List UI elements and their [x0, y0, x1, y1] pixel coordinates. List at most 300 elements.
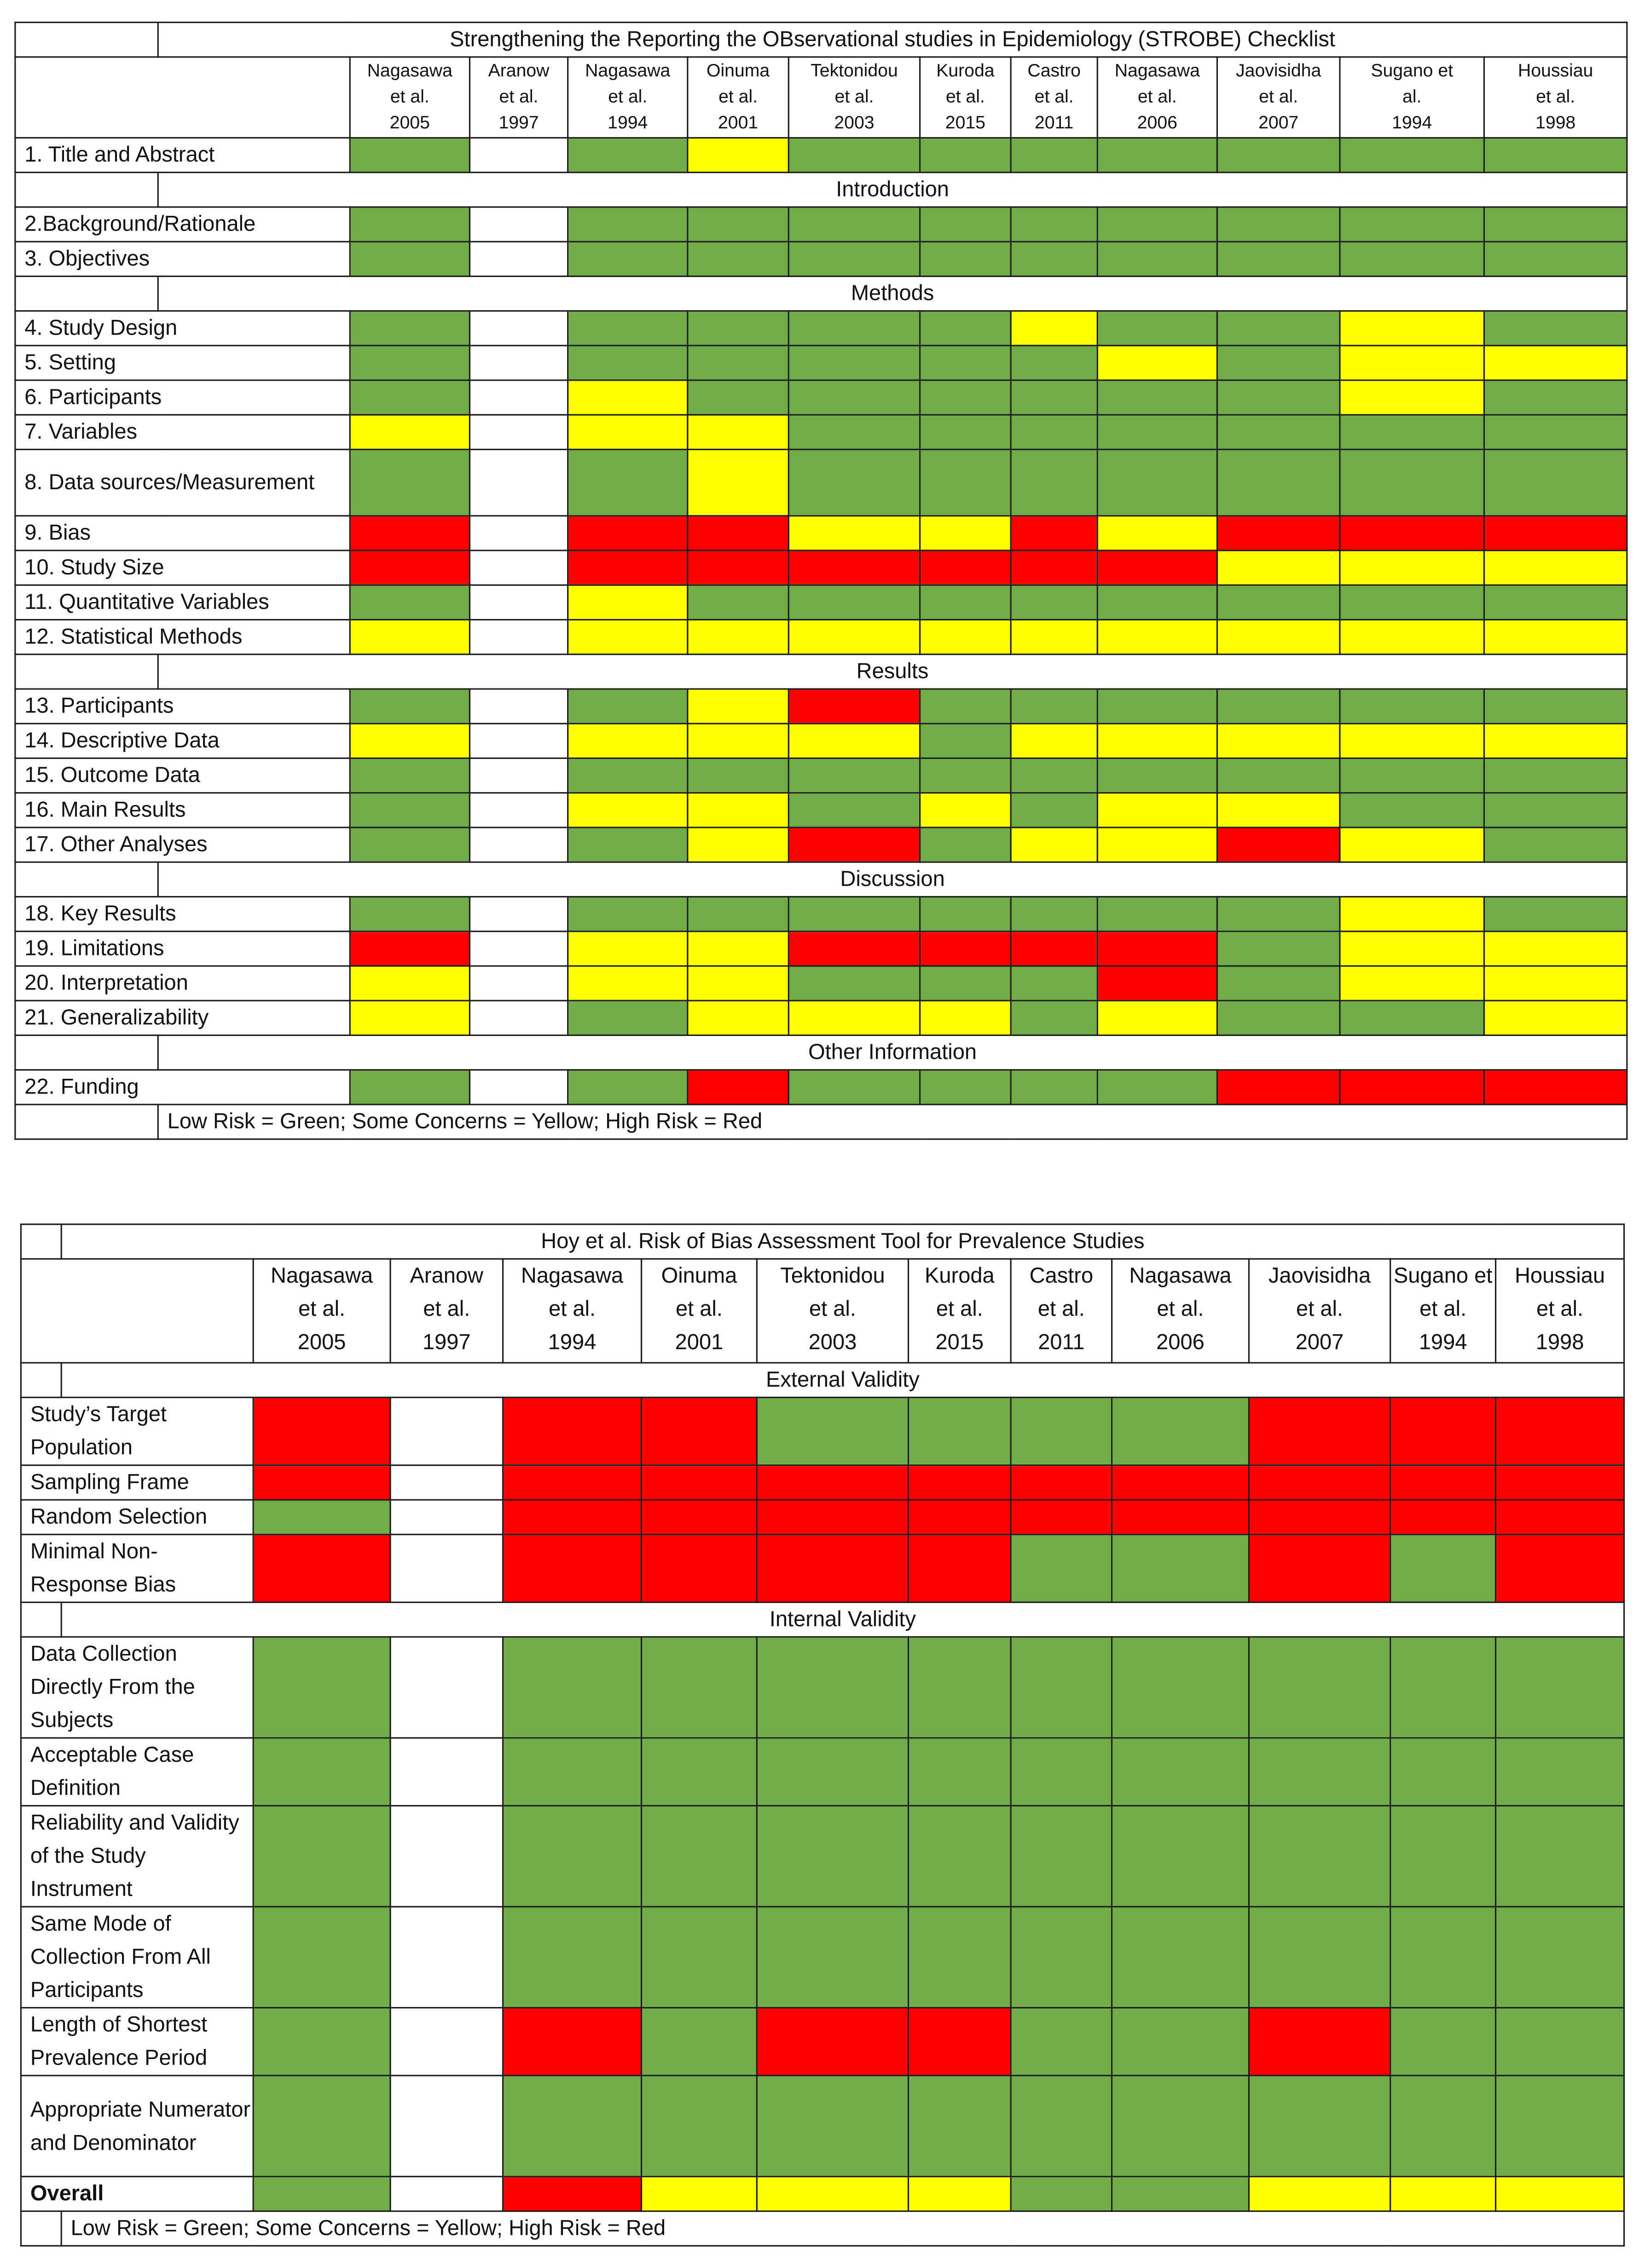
risk-cell-some-concerns: [1340, 620, 1484, 654]
risk-cell-high: [1390, 1465, 1496, 1500]
study-header: Nagasawa et al. 2006: [1112, 1259, 1249, 1363]
risk-cell-low: [568, 1001, 688, 1035]
risk-cell-low: [920, 415, 1011, 449]
risk-cell-low: [1011, 689, 1097, 723]
risk-cell-low: [909, 1907, 1011, 2008]
risk-cell-low: [1112, 2008, 1249, 2075]
row-label: 11. Quantitative Variables: [15, 585, 350, 619]
risk-cell-some-concerns: [788, 723, 920, 758]
risk-cell-high: [1097, 966, 1217, 1001]
risk-cell-low: [568, 758, 688, 793]
assessment-row: [21, 1738, 1624, 1805]
risk-cell-low: [1112, 1534, 1249, 1602]
risk-cell-some-concerns: [350, 966, 469, 1001]
risk-cell-low: [1340, 450, 1484, 516]
risk-cell-low: [920, 585, 1011, 619]
risk-cell-low: [757, 1397, 908, 1465]
study-header-row: [21, 1259, 1624, 1363]
risk-cell-some-concerns: [350, 723, 469, 758]
risk-cell-low: [1097, 450, 1217, 516]
strobe-title: Strengthening the Reporting the OBservational studies in Epidemiology (STROBE) Checklist: [158, 23, 1627, 57]
risk-cell-low: [1217, 966, 1339, 1001]
risk-cell-some-concerns: [1011, 620, 1097, 654]
risk-cell-low: [1011, 897, 1097, 931]
risk-cell-low: [1484, 793, 1627, 827]
risk-cell-low: [568, 450, 688, 516]
risk-cell-not-assessed: [469, 793, 568, 827]
legend-row: [21, 2211, 1624, 2246]
corner-cell: [15, 23, 158, 57]
risk-cell-low: [920, 723, 1011, 758]
risk-cell-low: [1390, 1907, 1496, 2008]
assessment-row: [15, 346, 1627, 380]
risk-cell-some-concerns: [688, 932, 788, 966]
assessment-row: [15, 550, 1627, 585]
risk-cell-low: [253, 1738, 390, 1805]
risk-cell-low: [1484, 827, 1627, 862]
risk-cell-low: [568, 689, 688, 723]
risk-cell-low: [1390, 1738, 1496, 1805]
risk-cell-low: [788, 242, 920, 276]
risk-cell-low: [920, 1070, 1011, 1105]
row-label: Random Selection: [21, 1500, 253, 1534]
risk-cell-high: [788, 827, 920, 862]
risk-cell-high: [253, 1534, 390, 1602]
assessment-row: [15, 689, 1627, 723]
risk-cell-some-concerns: [642, 2176, 757, 2211]
risk-cell-low: [1496, 2008, 1624, 2075]
header-blank: [21, 1259, 253, 1363]
risk-cell-low: [350, 450, 469, 516]
section-spacer: [21, 1603, 61, 1637]
risk-cell-high: [1496, 1397, 1624, 1465]
risk-cell-some-concerns: [1097, 346, 1217, 380]
study-header: Tektonidou et al. 2003: [788, 57, 920, 138]
risk-cell-low: [1484, 897, 1627, 931]
risk-cell-high: [1484, 516, 1627, 550]
risk-cell-low: [1097, 415, 1217, 449]
risk-cell-high: [1011, 932, 1097, 966]
risk-cell-not-assessed: [469, 516, 568, 550]
assessment-row: [15, 450, 1627, 516]
risk-cell-some-concerns: [1484, 1001, 1627, 1035]
risk-cell-some-concerns: [1340, 897, 1484, 931]
risk-cell-low: [1011, 380, 1097, 415]
risk-cell-low: [350, 689, 469, 723]
risk-cell-high: [1496, 1500, 1624, 1534]
risk-cell-high: [350, 550, 469, 585]
risk-cell-high: [757, 1500, 908, 1534]
row-label: 21. Generalizability: [15, 1001, 350, 1035]
risk-cell-low: [1340, 585, 1484, 619]
risk-cell-low: [1112, 1907, 1249, 2008]
risk-cell-high: [568, 550, 688, 585]
risk-cell-low: [1217, 311, 1339, 346]
row-label: 12. Statistical Methods: [15, 620, 350, 654]
risk-cell-high: [1011, 550, 1097, 585]
risk-cell-high: [1496, 1465, 1624, 1500]
row-label: Data Collection Directly From the Subjects: [21, 1637, 253, 1738]
risk-cell-high: [503, 1465, 642, 1500]
strobe-table: [14, 22, 1628, 1140]
risk-cell-low: [1484, 242, 1627, 276]
risk-cell-high: [1249, 2008, 1390, 2075]
risk-cell-not-assessed: [469, 380, 568, 415]
risk-cell-low: [503, 1907, 642, 2008]
section-title-internal: Internal Validity: [61, 1603, 1624, 1637]
risk-cell-low: [1011, 207, 1097, 242]
risk-cell-low: [350, 897, 469, 931]
risk-cell-low: [1249, 1907, 1390, 2008]
study-header: Tektonidou et al. 2003: [757, 1259, 908, 1363]
assessment-row: [15, 897, 1627, 931]
risk-cell-low: [350, 207, 469, 242]
risk-cell-low: [1217, 758, 1339, 793]
risk-cell-not-assessed: [469, 932, 568, 966]
assessment-row: [15, 758, 1627, 793]
row-label: 10. Study Size: [15, 550, 350, 585]
risk-cell-some-concerns: [568, 793, 688, 827]
risk-cell-low: [568, 1070, 688, 1105]
risk-cell-some-concerns: [1340, 380, 1484, 415]
study-header: Aranow et al. 1997: [469, 57, 568, 138]
risk-cell-low: [1112, 2176, 1249, 2211]
risk-cell-not-assessed: [469, 1001, 568, 1035]
row-label: 8. Data sources/Measurement: [15, 450, 350, 516]
risk-cell-some-concerns: [1340, 966, 1484, 1001]
risk-cell-some-concerns: [1217, 550, 1339, 585]
risk-cell-low: [642, 1806, 757, 1907]
risk-cell-low: [642, 1637, 757, 1738]
risk-cell-low: [568, 138, 688, 172]
risk-cell-some-concerns: [1011, 311, 1097, 346]
row-label: Acceptable Case Definition: [21, 1738, 253, 1805]
risk-cell-low: [909, 1738, 1011, 1805]
risk-cell-some-concerns: [909, 2176, 1011, 2211]
risk-cell-high: [688, 1070, 788, 1105]
section-title-discussion: Discussion: [158, 862, 1627, 897]
risk-cell-not-assessed: [469, 450, 568, 516]
risk-cell-high: [1340, 516, 1484, 550]
risk-cell-some-concerns: [1484, 723, 1627, 758]
risk-cell-low: [788, 207, 920, 242]
study-header: Kuroda et al. 2015: [920, 57, 1011, 138]
risk-cell-high: [788, 550, 920, 585]
risk-cell-low: [350, 827, 469, 862]
risk-cell-not-assessed: [390, 2008, 503, 2075]
risk-cell-low: [1217, 346, 1339, 380]
row-label: Minimal Non-Response Bias: [21, 1534, 253, 1602]
risk-cell-high: [1097, 550, 1217, 585]
risk-cell-low: [1011, 966, 1097, 1001]
study-header: Oinuma et al. 2001: [642, 1259, 757, 1363]
risk-cell-low: [688, 758, 788, 793]
risk-cell-some-concerns: [788, 516, 920, 550]
risk-cell-low: [253, 1637, 390, 1738]
risk-cell-some-concerns: [1484, 346, 1627, 380]
risk-cell-high: [1249, 1465, 1390, 1500]
risk-cell-low: [568, 242, 688, 276]
study-header: Jaovisidha et al. 2007: [1249, 1259, 1390, 1363]
assessment-row: [15, 1001, 1627, 1035]
risk-cell-high: [757, 1465, 908, 1500]
assessment-row: [21, 1534, 1624, 1602]
row-label: 2.Background/Rationale: [15, 207, 350, 242]
risk-cell-low: [1112, 1637, 1249, 1738]
section-header-row: [15, 276, 1627, 311]
risk-cell-not-assessed: [469, 207, 568, 242]
risk-cell-low: [1217, 380, 1339, 415]
risk-cell-not-assessed: [469, 242, 568, 276]
risk-cell-low: [350, 311, 469, 346]
risk-cell-low: [350, 1070, 469, 1105]
risk-cell-low: [1011, 1806, 1112, 1907]
risk-cell-some-concerns: [920, 516, 1011, 550]
risk-cell-some-concerns: [688, 450, 788, 516]
row-label: 14. Descriptive Data: [15, 723, 350, 758]
risk-cell-low: [1249, 1738, 1390, 1805]
risk-cell-some-concerns: [350, 415, 469, 449]
risk-cell-high: [642, 1534, 757, 1602]
risk-cell-some-concerns: [688, 793, 788, 827]
row-label: Overall: [21, 2176, 253, 2211]
section-header-row: [15, 1035, 1627, 1070]
risk-cell-low: [350, 585, 469, 619]
risk-cell-low: [920, 311, 1011, 346]
study-header: Nagasawa et al. 2005: [253, 1259, 390, 1363]
legend-spacer: [15, 1105, 158, 1139]
risk-cell-some-concerns: [568, 415, 688, 449]
risk-cell-low: [1097, 207, 1217, 242]
row-label: 19. Limitations: [15, 932, 350, 966]
risk-cell-some-concerns: [1097, 793, 1217, 827]
risk-cell-high: [1011, 1465, 1112, 1500]
risk-cell-not-assessed: [469, 415, 568, 449]
risk-cell-high: [1011, 1500, 1112, 1534]
risk-cell-low: [757, 1738, 908, 1805]
risk-cell-low: [1340, 207, 1484, 242]
legend-row: [15, 1105, 1627, 1139]
risk-cell-low: [1011, 138, 1097, 172]
risk-cell-low: [1112, 1397, 1249, 1465]
risk-cell-low: [1484, 585, 1627, 619]
risk-cell-not-assessed: [469, 550, 568, 585]
risk-cell-low: [1097, 897, 1217, 931]
risk-cell-some-concerns: [568, 932, 688, 966]
risk-cell-not-assessed: [390, 1738, 503, 1805]
risk-cell-low: [1011, 758, 1097, 793]
risk-cell-high: [1011, 516, 1097, 550]
risk-cell-some-concerns: [350, 620, 469, 654]
risk-cell-high: [1484, 1070, 1627, 1105]
risk-cell-low: [503, 1637, 642, 1738]
risk-cell-low: [1496, 1907, 1624, 2008]
risk-cell-some-concerns: [1249, 2176, 1390, 2211]
risk-cell-not-assessed: [469, 966, 568, 1001]
risk-cell-low: [350, 138, 469, 172]
risk-cell-high: [1112, 1500, 1249, 1534]
risk-cell-some-concerns: [1340, 827, 1484, 862]
risk-cell-not-assessed: [390, 2176, 503, 2211]
section-header-row: [21, 1363, 1624, 1397]
risk-cell-high: [1390, 1500, 1496, 1534]
risk-cell-not-assessed: [390, 1806, 503, 1907]
section-title-external: External Validity: [61, 1363, 1624, 1397]
assessment-row: [21, 1465, 1624, 1500]
risk-cell-low: [1340, 793, 1484, 827]
risk-cell-low: [1496, 2076, 1624, 2176]
risk-cell-low: [788, 138, 920, 172]
risk-cell-low: [1011, 585, 1097, 619]
risk-cell-some-concerns: [920, 620, 1011, 654]
study-header: Castro et al. 2011: [1011, 57, 1097, 138]
risk-cell-low: [1484, 758, 1627, 793]
risk-cell-low: [788, 966, 920, 1001]
risk-cell-some-concerns: [688, 689, 788, 723]
risk-cell-low: [788, 380, 920, 415]
risk-cell-not-assessed: [390, 1465, 503, 1500]
risk-cell-some-concerns: [1484, 550, 1627, 585]
risk-cell-low: [1340, 138, 1484, 172]
risk-cell-high: [350, 516, 469, 550]
risk-cell-high: [1097, 932, 1217, 966]
risk-cell-low: [1011, 793, 1097, 827]
assessment-row: [15, 138, 1627, 172]
risk-cell-low: [568, 897, 688, 931]
risk-cell-high: [1249, 1500, 1390, 1534]
study-header: Nagasawa et al. 2005: [350, 57, 469, 138]
assessment-row: [21, 1500, 1624, 1534]
risk-cell-low: [503, 1738, 642, 1805]
risk-cell-some-concerns: [568, 723, 688, 758]
risk-cell-low: [1249, 1637, 1390, 1738]
risk-cell-some-concerns: [350, 1001, 469, 1035]
risk-cell-low: [1217, 1001, 1339, 1035]
risk-cell-some-concerns: [1340, 311, 1484, 346]
assessment-row: [21, 1397, 1624, 1465]
study-header: Jaovisidha et al. 2007: [1217, 57, 1339, 138]
risk-cell-some-concerns: [688, 966, 788, 1001]
risk-cell-low: [503, 1806, 642, 1907]
risk-cell-low: [1340, 1001, 1484, 1035]
legend-text: Low Risk = Green; Some Concerns = Yellow; High Risk = Red: [61, 2211, 1624, 2246]
risk-cell-not-assessed: [469, 758, 568, 793]
risk-cell-low: [350, 793, 469, 827]
assessment-row: [15, 827, 1627, 862]
risk-cell-high: [503, 2008, 642, 2075]
risk-cell-some-concerns: [1217, 723, 1339, 758]
risk-cell-some-concerns: [1011, 723, 1097, 758]
risk-cell-low: [1217, 242, 1339, 276]
risk-cell-low: [920, 966, 1011, 1001]
risk-cell-high: [757, 1534, 908, 1602]
risk-cell-high: [788, 689, 920, 723]
risk-cell-low: [757, 1907, 908, 2008]
risk-cell-some-concerns: [568, 966, 688, 1001]
risk-cell-not-assessed: [469, 346, 568, 380]
risk-cell-high: [920, 550, 1011, 585]
risk-cell-not-assessed: [469, 1070, 568, 1105]
row-label: 6. Participants: [15, 380, 350, 415]
row-label: 5. Setting: [15, 346, 350, 380]
risk-cell-high: [757, 2008, 908, 2075]
study-header: Houssiau et al. 1998: [1484, 57, 1627, 138]
risk-cell-low: [920, 827, 1011, 862]
assessment-row: [21, 2008, 1624, 2075]
row-label: 7. Variables: [15, 415, 350, 449]
risk-cell-low: [1011, 1534, 1112, 1602]
study-header: Oinuma et al. 2001: [688, 57, 788, 138]
row-label: 13. Participants: [15, 689, 350, 723]
risk-cell-some-concerns: [1097, 516, 1217, 550]
risk-cell-some-concerns: [1097, 620, 1217, 654]
study-header: Nagasawa et al. 2006: [1097, 57, 1217, 138]
risk-cell-low: [1249, 1806, 1390, 1907]
assessment-row: [15, 242, 1627, 276]
corner-cell: [21, 1224, 61, 1259]
risk-cell-low: [642, 1907, 757, 2008]
row-label: 3. Objectives: [15, 242, 350, 276]
risk-cell-some-concerns: [688, 827, 788, 862]
risk-cell-low: [920, 346, 1011, 380]
risk-cell-high: [909, 2008, 1011, 2075]
risk-cell-low: [1097, 585, 1217, 619]
risk-cell-high: [253, 1397, 390, 1465]
risk-cell-low: [350, 242, 469, 276]
section-spacer: [15, 654, 158, 689]
risk-cell-low: [688, 207, 788, 242]
risk-cell-low: [1011, 1738, 1112, 1805]
risk-cell-low: [788, 897, 920, 931]
risk-cell-some-concerns: [568, 620, 688, 654]
risk-cell-high: [503, 1500, 642, 1534]
risk-cell-low: [788, 311, 920, 346]
risk-cell-low: [1011, 415, 1097, 449]
risk-cell-not-assessed: [469, 723, 568, 758]
risk-cell-low: [909, 1397, 1011, 1465]
risk-cell-low: [1217, 415, 1339, 449]
risk-cell-low: [1097, 758, 1217, 793]
risk-cell-some-concerns: [788, 1001, 920, 1035]
study-header: Castro et al. 2011: [1011, 1259, 1112, 1363]
risk-cell-low: [920, 138, 1011, 172]
risk-cell-low: [1484, 207, 1627, 242]
section-spacer: [21, 1363, 61, 1397]
risk-cell-high: [909, 1500, 1011, 1534]
row-label: 15. Outcome Data: [15, 758, 350, 793]
risk-cell-high: [1217, 827, 1339, 862]
risk-cell-low: [788, 346, 920, 380]
assessment-row: [15, 932, 1627, 966]
risk-cell-low: [1249, 2076, 1390, 2176]
row-label: 22. Funding: [15, 1070, 350, 1105]
risk-cell-low: [568, 346, 688, 380]
risk-cell-some-concerns: [1097, 1001, 1217, 1035]
risk-cell-high: [920, 932, 1011, 966]
risk-cell-low: [788, 415, 920, 449]
risk-cell-low: [1112, 1738, 1249, 1805]
risk-cell-some-concerns: [1340, 346, 1484, 380]
risk-cell-low: [788, 450, 920, 516]
risk-cell-low: [788, 758, 920, 793]
risk-cell-low: [688, 346, 788, 380]
row-label: 20. Interpretation: [15, 966, 350, 1001]
row-label: Reliability and Validity of the Study Instrument: [21, 1806, 253, 1907]
risk-cell-low: [1097, 138, 1217, 172]
risk-cell-high: [503, 2176, 642, 2211]
risk-cell-low: [253, 1500, 390, 1534]
risk-cell-not-assessed: [390, 1397, 503, 1465]
